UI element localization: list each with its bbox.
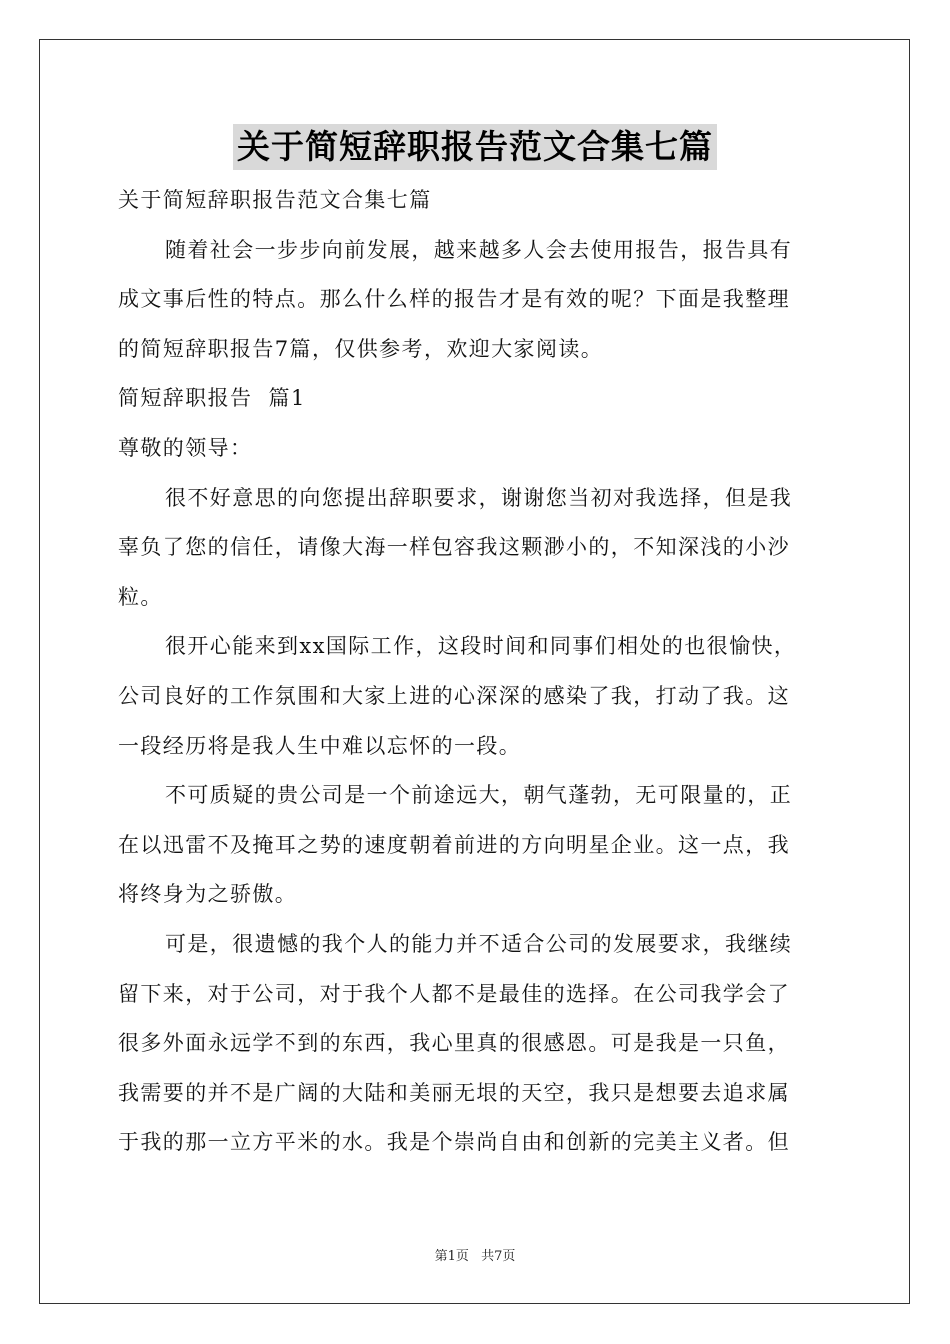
paragraph-line: 不可质疑的贵公司是一个前途远大，朝气蓬勃，无可限量的，正: [165, 783, 793, 808]
title-container: [0, 124, 950, 170]
intro-line: 随着社会一步步向前发展，越来越多人会去使用报告，报告具有: [165, 237, 793, 262]
paragraph-line: 我需要的并不是广阔的大陆和美丽无垠的天空，我只是想要去追求属: [118, 1080, 790, 1105]
paragraph-line: 一段经历将是我人生中难以忘怀的一段。: [118, 733, 522, 758]
paragraph-line: 辜负了您的信任，请像大海一样包容我这颗渺小的，不知深浅的小沙: [118, 535, 790, 560]
paragraph-line: 很开心能来到xx国际工作，这段时间和同事们相处的也很愉快，: [165, 634, 797, 659]
intro-line: 成文事后性的特点。那么什么样的报告才是有效的呢？下面是我整理: [118, 287, 790, 312]
intro-line: 的简短辞职报告7篇，仅供参考，欢迎大家阅读。: [118, 336, 604, 361]
paragraph-line: 可是，很遗憾的我个人的能力并不适合公司的发展要求，我继续: [165, 931, 793, 956]
paragraph-line: 留下来，对于公司，对于我个人都不是最佳的选择。在公司我学会了: [118, 981, 790, 1006]
page-footer: [0, 1248, 950, 1266]
paragraph-line: 于我的那一立方平米的水。我是个崇尚自由和创新的完美主义者。但: [118, 1130, 790, 1155]
paragraph-line: 粒。: [118, 584, 163, 609]
paragraph-line: 将终身为之骄傲。: [118, 882, 298, 907]
document-body: [118, 176, 838, 1168]
document-subtitle: 关于简短辞职报告范文合集七篇: [118, 188, 432, 212]
document-title: 关于简短辞职报告范文合集七篇: [233, 124, 717, 170]
page-total: 共7页: [481, 1249, 516, 1264]
salutation: 尊敬的领导：: [118, 435, 253, 460]
paragraph-line: 很多外面永远学不到的东西，我心里真的很感恩。可是我是一只鱼，: [118, 1031, 790, 1056]
paragraph-line: 公司良好的工作氛围和大家上进的心深深的感染了我，打动了我。这: [118, 683, 790, 708]
section-heading: 简短辞职报告 篇1: [118, 386, 306, 411]
paragraph-line: 在以迅雷不及掩耳之势的速度朝着前进的方向明星企业。这一点，我: [118, 832, 790, 857]
page-number: 第1页: [434, 1249, 469, 1264]
paragraph-line: 很不好意思的向您提出辞职要求，谢谢您当初对我选择，但是我: [165, 485, 793, 510]
